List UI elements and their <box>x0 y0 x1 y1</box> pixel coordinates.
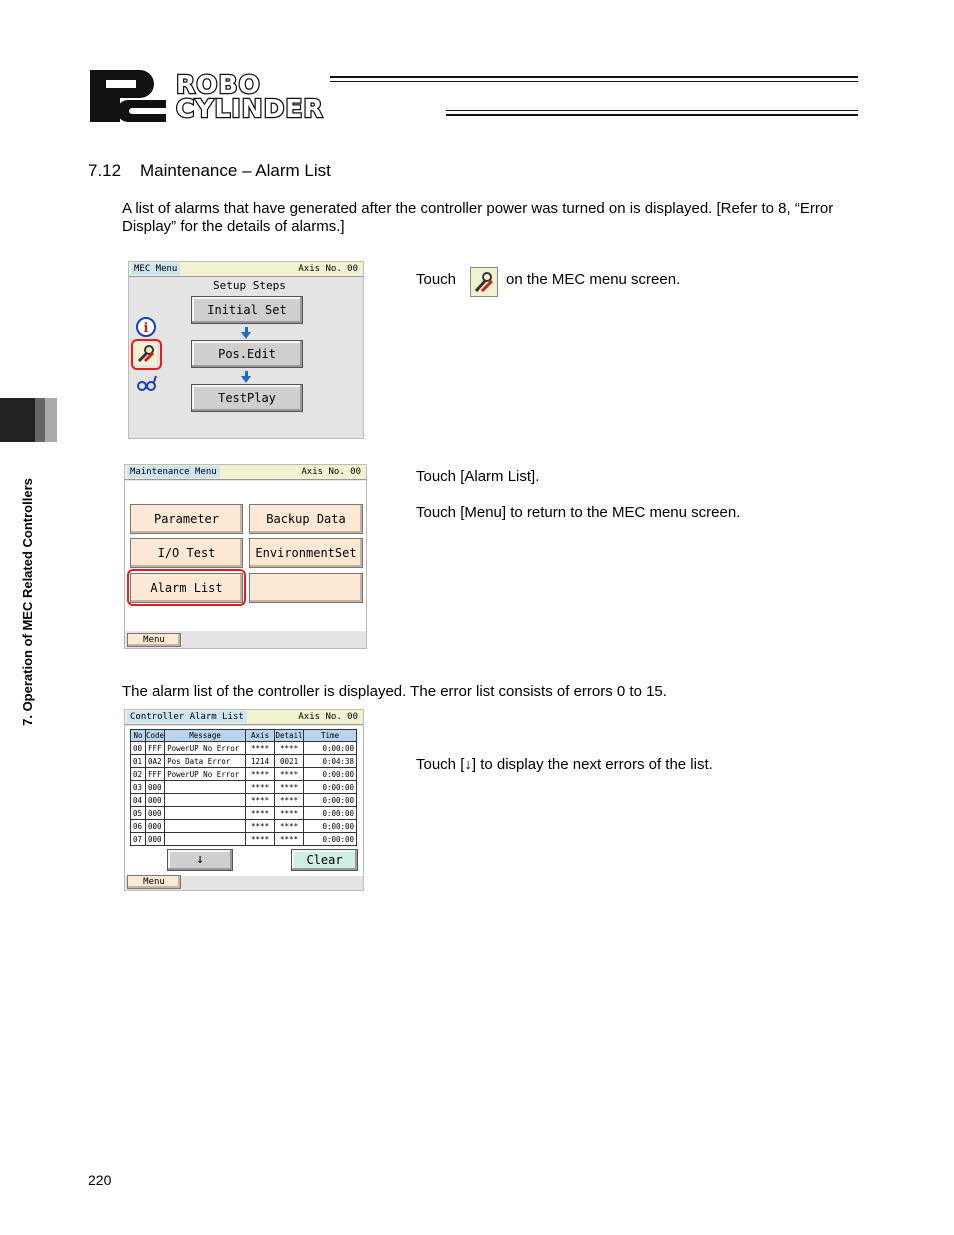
title-bar <box>129 262 363 277</box>
section-heading <box>88 161 331 181</box>
step1-text-before: Touch <box>416 271 457 288</box>
mec-menu-screen <box>128 261 364 439</box>
axis-number: Axis No. 00 <box>298 264 358 274</box>
down-arrow-icon <box>241 332 251 339</box>
col-detail: Detail <box>275 731 303 740</box>
step2-text-2: Touch [Menu] to return to the MEC menu screen. <box>416 504 741 521</box>
table-header-row <box>131 730 357 742</box>
glasses-icon[interactable] <box>135 372 157 394</box>
testplay-button[interactable]: TestPlay <box>191 384 303 412</box>
pos-edit-button[interactable]: Pos.Edit <box>191 340 303 368</box>
col-time: Time <box>304 730 357 742</box>
table-row: 05 000 **** **** 0:00:00 <box>131 807 357 820</box>
svg-text:i: i <box>143 321 149 336</box>
screen-title: MEC Menu <box>131 263 180 275</box>
axis-number: Axis No. 00 <box>298 712 358 722</box>
table-row: 06 000 **** **** 0:00:00 <box>131 820 357 833</box>
scroll-down-button[interactable]: ↓ <box>167 849 233 871</box>
chapter-tab <box>0 398 57 442</box>
table-row: 01 0A2 Pos Data Error 1214 0021 0:04:38 <box>131 755 357 768</box>
menu-button[interactable]: Menu <box>127 875 181 889</box>
rc-logo <box>88 68 168 124</box>
alarm-list-button[interactable]: Alarm List <box>130 573 243 603</box>
step3-lead-text: The alarm list of the controller is displayed. The error list consists of errors 0 to 15. <box>122 683 667 700</box>
alarm-list-screen <box>124 709 364 891</box>
col-axis: Axis <box>246 730 275 742</box>
maintenance-menu-screen <box>124 464 367 649</box>
axis-number: Axis No. 00 <box>301 467 361 477</box>
down-arrow-icon <box>241 376 251 383</box>
menu-button[interactable]: Menu <box>127 633 181 647</box>
environment-set-button[interactable]: EnvironmentSet <box>249 538 363 568</box>
logo-text-robo: ROBO <box>176 70 261 99</box>
alarm-table <box>130 729 357 846</box>
col-no: No <box>131 730 146 742</box>
title-bar <box>125 465 366 480</box>
section-title: Maintenance – Alarm List <box>140 161 331 180</box>
setup-steps-label: Setup Steps <box>213 279 286 292</box>
title-bar <box>125 710 363 725</box>
logo-text-cylinder: CYLINDER <box>176 94 324 123</box>
screen-title: Controller Alarm List <box>127 711 247 723</box>
header-rule-top <box>330 76 858 82</box>
backup-data-button[interactable]: Backup Data <box>249 504 363 534</box>
section-number: 7.12 <box>88 161 122 180</box>
table-row: 00 FFF PowerUP No Error **** **** 0:00:00 <box>131 742 357 755</box>
table-row: 03 000 **** **** 0:00:00 <box>131 781 357 794</box>
empty-button <box>249 573 363 603</box>
screen-title: Maintenance Menu <box>127 466 220 478</box>
io-test-button[interactable]: I/O Test <box>130 538 243 568</box>
table-row: 07 000 **** **** 0:00:00 <box>131 833 357 846</box>
parameter-button[interactable]: Parameter <box>130 504 243 534</box>
initial-set-button[interactable]: Initial Set <box>191 296 303 324</box>
step3-text: Touch [↓] to display the next errors of the list. <box>416 756 713 773</box>
header-rule-bottom <box>446 110 858 116</box>
highlight-tool-icon <box>131 339 162 370</box>
maintenance-tool-icon <box>470 267 498 297</box>
step1-text-after: on the MEC menu screen. <box>506 271 681 288</box>
col-code: Code <box>146 731 165 740</box>
page-number: 220 <box>88 1172 112 1188</box>
highlight-alarm-list <box>127 569 246 606</box>
step2-text-1: Touch [Alarm List]. <box>416 468 540 485</box>
chapter-side-label: 7. Operation of MEC Related Controllers <box>20 478 35 726</box>
table-row: 04 000 **** **** 0:00:00 <box>131 794 357 807</box>
info-icon[interactable] <box>135 316 157 338</box>
intro-paragraph: A list of alarms that have generated after the controller power was turned on is displayed. [Refer to 8, “Error Display” for the details of alarms.] <box>122 200 834 235</box>
col-message: Message <box>165 730 246 742</box>
table-row: 02 FFF PowerUP No Error **** **** 0:00:00 <box>131 768 357 781</box>
clear-button[interactable]: Clear <box>291 849 358 871</box>
